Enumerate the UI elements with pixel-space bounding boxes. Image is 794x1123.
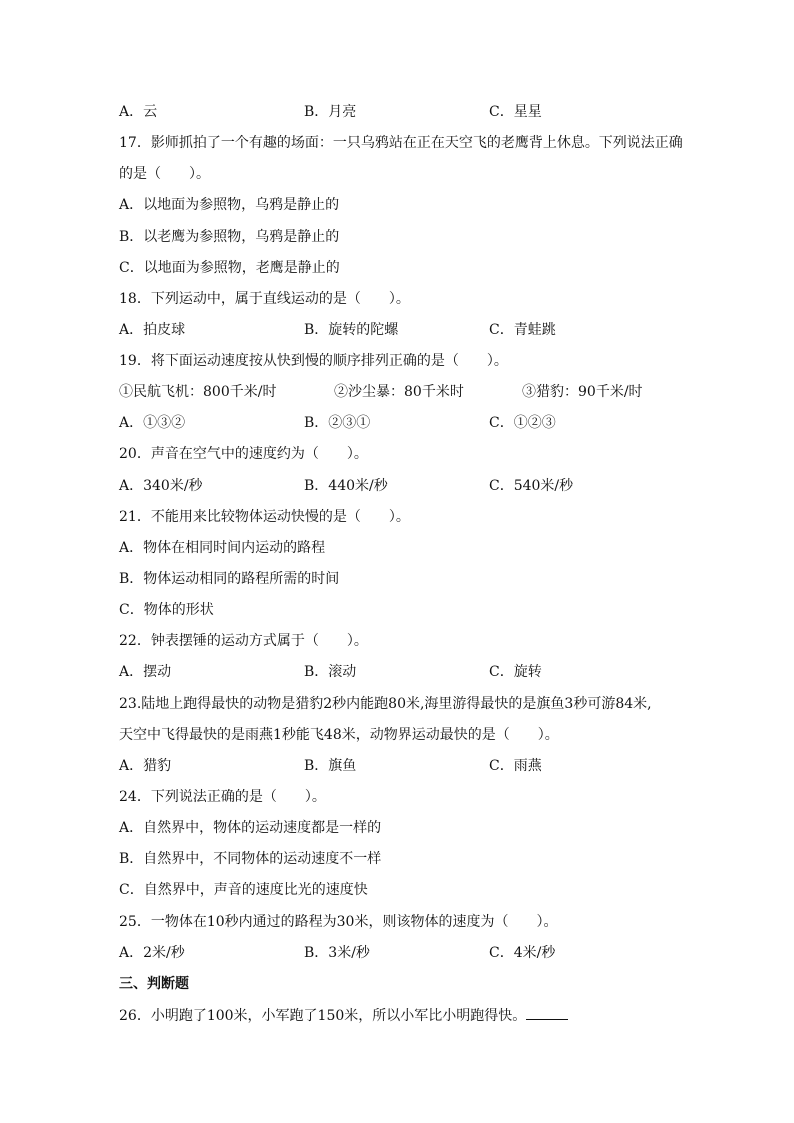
q19-item-1: ①民航飞机：800千米/时 — [119, 384, 277, 400]
q18-option-a: A．拍皮球 — [119, 322, 186, 338]
q23-option-a: A．猎豹 — [119, 758, 172, 774]
q24-option-b: B．自然界中，不同物体的运动速度不一样 — [119, 851, 382, 867]
q22-option-a: A．摆动 — [119, 664, 172, 680]
q23-option-b: B．旗鱼 — [304, 758, 357, 774]
q22-stem: 22．钟表摆锤的运动方式属于（ ）。 — [119, 633, 368, 649]
q18-stem: 18．下列运动中，属于直线运动的是（ ）。 — [119, 291, 410, 307]
q16-option-a: A．云 — [119, 104, 158, 120]
q26-answer-blank[interactable] — [526, 1005, 568, 1020]
q24-option-c: C．自然界中，声音的速度比光的速度快 — [119, 882, 368, 898]
q23-option-c: C．雨燕 — [489, 758, 542, 774]
q22-option-b: B．滚动 — [304, 664, 357, 680]
q17-option-a: A．以地面为参照物，乌鸦是静止的 — [119, 197, 340, 213]
q24-stem: 24．下列说法正确的是（ ）。 — [119, 789, 326, 805]
q21-option-b: B．物体运动相同的路程所需的时间 — [119, 571, 340, 587]
section-title-judgement: 三、判断题 — [119, 976, 189, 992]
q19-item-2: ②沙尘暴：80千米时 — [334, 384, 464, 400]
q26-stem: 26．小明跑了100米，小军跑了150米，所以小军比小明跑得快。 — [119, 1008, 527, 1024]
q23-stem-line2: 天空中飞得最快的是雨燕1秒能飞48米，动物界运动最快的是（ ）。 — [119, 727, 559, 743]
q25-option-b: B．3米/秒 — [304, 945, 370, 961]
q19-option-b: B．②③① — [304, 415, 371, 431]
q19-option-a: A．①③② — [119, 415, 186, 431]
q22-option-c: C．旋转 — [489, 664, 542, 680]
q24-option-a: A．自然界中，物体的运动速度都是一样的 — [119, 820, 382, 836]
q26-row — [119, 1005, 568, 1025]
q25-stem: 25．一物体在10秒内通过的路程为30米，则该物体的速度为（ ）。 — [119, 914, 558, 930]
q18-option-c: C．青蛙跳 — [489, 322, 556, 338]
q17-stem-line1: 17．影师抓拍了一个有趣的场面：一只乌鸦站在正在天空飞的老鹰背上休息。下列说法正确 — [119, 135, 683, 151]
q25-option-c: C．4米/秒 — [489, 945, 556, 961]
q17-option-c: C．以地面为参照物，老鹰是静止的 — [119, 260, 340, 276]
q20-option-b: B．440米/秒 — [304, 478, 388, 494]
q21-option-a: A．物体在相同时间内运动的路程 — [119, 540, 326, 556]
q16-option-c: C．星星 — [489, 104, 542, 120]
q23-stem-line1: 23.陆地上跑得最快的动物是猎豹2秒内能跑80米,海里游得最快的是旗鱼3秒可游84米, — [119, 696, 652, 712]
q20-option-c: C．540米/秒 — [489, 478, 574, 494]
q21-option-c: C．物体的形状 — [119, 602, 214, 618]
q18-option-b: B．旋转的陀螺 — [304, 322, 399, 338]
q25-option-a: A．2米/秒 — [119, 945, 185, 961]
q17-stem-line2: 的是（ ）。 — [119, 166, 210, 182]
q21-stem: 21．不能用来比较物体运动快慢的是（ ）。 — [119, 509, 410, 525]
q19-option-c: C．①②③ — [489, 415, 556, 431]
q17-option-b: B．以老鹰为参照物，乌鸦是静止的 — [119, 229, 340, 245]
q16-option-b: B．月亮 — [304, 104, 357, 120]
q19-item-3: ③猎豹：90千米/时 — [522, 384, 643, 400]
q20-stem: 20．声音在空气中的速度约为（ ）。 — [119, 446, 368, 462]
q20-option-a: A．340米/秒 — [119, 478, 203, 494]
q19-stem: 19．将下面运动速度按从快到慢的顺序排列正确的是（ ）。 — [119, 353, 508, 369]
